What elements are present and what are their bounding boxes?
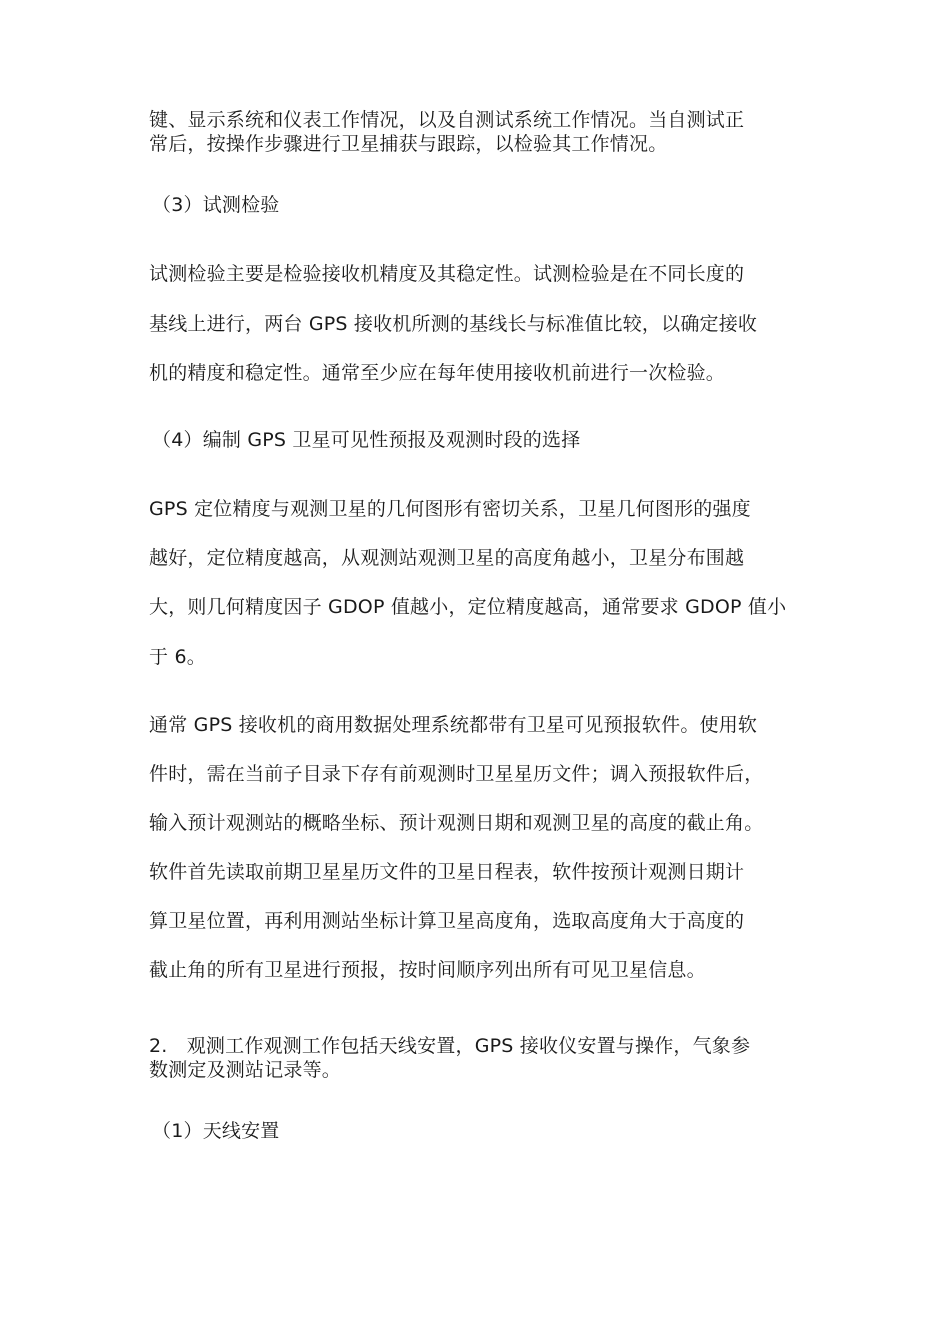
- paragraph-line: 件时，需在当前子目录下存有前观测时卫星星历文件；调入预报软件后，: [149, 763, 764, 785]
- paragraph-line: 于 6。: [149, 646, 206, 668]
- section-heading: （4）编制 GPS 卫星可见性预报及观测时段的选择: [152, 429, 581, 451]
- paragraph-line: 基线上进行，两台 GPS 接收机所测的基线长与标准值比较，以确定接收: [149, 313, 758, 335]
- paragraph-line: 越好，定位精度越高，从观测站观测卫星的高度角越小，卫星分布围越: [149, 547, 745, 569]
- paragraph-line: 常后，按操作步骤进行卫星捕获与跟踪，以检验其工作情况。: [149, 133, 668, 155]
- paragraph-line: 截止角的所有卫星进行预报，按时间顺序列出所有可见卫星信息。: [149, 959, 706, 981]
- paragraph-line: 机的精度和稳定性。通常至少应在每年使用接收机前进行一次检验。: [149, 362, 726, 384]
- paragraph-line: 输入预计观测站的概略坐标、预计观测日期和观测卫星的高度的截止角。: [149, 812, 764, 834]
- section-heading: （3）试测检验: [152, 194, 280, 216]
- paragraph-line: 数测定及测站记录等。: [149, 1059, 342, 1081]
- paragraph-line: 大，则几何精度因子 GDOP 值越小，定位精度越高，通常要求 GDOP 值小: [149, 596, 787, 618]
- paragraph-line: 算卫星位置，再利用测站坐标计算卫星高度角，选取高度角大于高度的: [149, 910, 745, 932]
- paragraph-line: 试测检验主要是检验接收机精度及其稳定性。试测检验是在不同长度的: [149, 263, 745, 285]
- section-heading: （1）天线安置: [152, 1120, 280, 1142]
- paragraph-line: 2. 观测工作观测工作包括天线安置，GPS 接收仪安置与操作，气象参: [149, 1035, 751, 1057]
- paragraph-line: GPS 定位精度与观测卫星的几何图形有密切关系，卫星几何图形的强度: [149, 498, 751, 520]
- paragraph-line: 键、显示系统和仪表工作情况，以及自测试系统工作情况。当自测试正: [149, 109, 745, 131]
- paragraph-line: 软件首先读取前期卫星星历文件的卫星日程表，软件按预计观测日期计: [149, 861, 745, 883]
- paragraph-line: 通常 GPS 接收机的商用数据处理系统都带有卫星可见预报软件。使用软: [149, 714, 758, 736]
